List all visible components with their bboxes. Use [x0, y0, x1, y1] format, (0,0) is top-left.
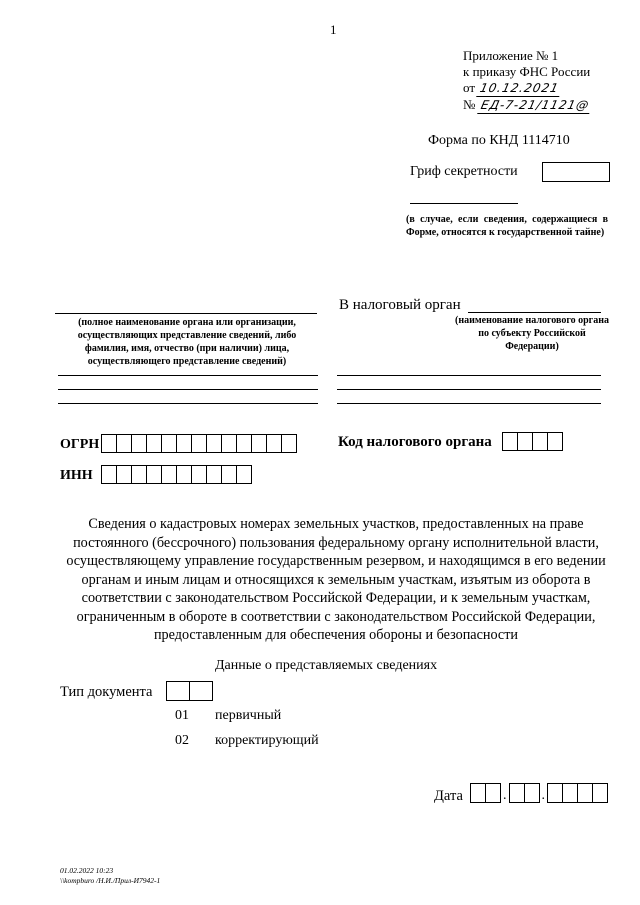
sender-line-3[interactable]	[58, 403, 318, 404]
sender-caption: (полное наименование органа или организации, осуществляющих представление сведений, либо фамилия, имя, отчество (при наличии) лица, осуществляющего представление сведений)	[77, 317, 297, 367]
char-cell[interactable]	[282, 434, 297, 453]
secrecy-note: (в случае, если сведения, содержащиеся в Форме, относятся к государственной тайне)	[406, 214, 608, 238]
char-cell[interactable]	[192, 434, 207, 453]
date-cell[interactable]	[593, 783, 608, 803]
char-cell[interactable]	[132, 434, 147, 453]
ogrn-label: ОГРН	[60, 437, 100, 452]
appendix-block	[463, 48, 633, 114]
date-year-cells[interactable]	[547, 783, 608, 803]
char-cell[interactable]	[503, 432, 518, 451]
char-cell[interactable]	[252, 434, 267, 453]
form-code: Форма по КНД 1114710	[428, 133, 570, 148]
char-cell[interactable]	[533, 432, 548, 451]
secrecy-line	[410, 203, 518, 204]
appendix-title: Приложение № 1	[463, 48, 559, 63]
char-cell[interactable]	[162, 465, 177, 484]
date-cell[interactable]	[525, 783, 540, 803]
appendix-date-value: 10.12.2021	[476, 80, 562, 97]
doc-type-label: Тип документа	[60, 684, 153, 700]
tax-authority-line-1[interactable]	[337, 375, 601, 376]
char-cell[interactable]	[147, 465, 162, 484]
char-cell[interactable]	[207, 465, 222, 484]
appendix-order: к приказу ФНС России	[463, 64, 591, 79]
tax-authority-label: В налоговый орган	[339, 297, 461, 313]
inn-cells[interactable]	[101, 465, 252, 484]
appendix-date-row	[463, 80, 633, 97]
appendix-number-value: ЕД-7-21/1121@	[477, 97, 593, 114]
secrecy-field[interactable]	[542, 162, 610, 182]
footer-timestamp: 01.02.2022 10:23	[60, 866, 114, 875]
date-field[interactable]	[470, 783, 608, 803]
sender-line-1[interactable]	[58, 375, 318, 376]
char-cell[interactable]	[177, 465, 192, 484]
date-cell[interactable]	[578, 783, 593, 803]
char-cell[interactable]	[548, 432, 563, 451]
appendix-number-prefix: №	[463, 97, 476, 112]
date-cell[interactable]	[471, 783, 486, 803]
sender-line-2[interactable]	[58, 389, 318, 390]
sender-name-line[interactable]	[55, 313, 317, 314]
option-label-primary: первичный	[215, 708, 282, 723]
doc-type-cell[interactable]	[167, 681, 190, 701]
data-section-heading: Данные о представляемых сведениях	[215, 658, 438, 673]
char-cell[interactable]	[192, 465, 207, 484]
char-cell[interactable]	[102, 465, 117, 484]
option-code-corrective: 02	[175, 733, 189, 748]
inn-label: ИНН	[60, 468, 93, 483]
tax-authority-line-2[interactable]	[337, 389, 601, 390]
char-cell[interactable]	[237, 465, 252, 484]
char-cell[interactable]	[222, 434, 237, 453]
char-cell[interactable]	[117, 465, 132, 484]
date-cell[interactable]	[563, 783, 578, 803]
char-cell[interactable]	[162, 434, 177, 453]
date-separator: .	[503, 788, 507, 803]
option-code-primary: 01	[175, 708, 189, 723]
footer-stamp	[60, 866, 160, 886]
char-cell[interactable]	[207, 434, 222, 453]
date-label: Дата	[434, 788, 463, 804]
date-day-cells[interactable]	[470, 783, 501, 803]
date-month-cells[interactable]	[509, 783, 540, 803]
char-cell[interactable]	[222, 465, 237, 484]
ogrn-cells[interactable]	[101, 434, 297, 453]
page-number: 1	[330, 22, 337, 37]
char-cell[interactable]	[117, 434, 132, 453]
char-cell[interactable]	[147, 434, 162, 453]
date-cell[interactable]	[548, 783, 563, 803]
secrecy-label: Гриф секретности	[410, 164, 518, 179]
char-cell[interactable]	[267, 434, 282, 453]
tax-code-label: Код налогового органа	[338, 434, 492, 450]
char-cell[interactable]	[177, 434, 192, 453]
date-cell[interactable]	[510, 783, 525, 803]
doc-type-cell[interactable]	[190, 681, 213, 701]
char-cell[interactable]	[518, 432, 533, 451]
document-title: Сведения о кадастровых номерах земельных участков, предоставленных на праве постоянного (бессрочного) пользования федеральному органу исполнительной власти, осуществляющему управление государственным резервом, и находящимся в его ведении органам и иным лицам и относящихся к земельным участкам, изъятым из оборота в соответствии с законодательством Российской Федерации, и к земельным участкам, ограниченным в обороте в соответствии с законодательством Российской Федерации, предоставленным для обеспечения обороны и безопасности	[66, 516, 606, 643]
tax-authority-caption: (наименование налогового органа по субъекту Российской Федерации)	[455, 315, 609, 352]
tax-code-cells[interactable]	[502, 432, 563, 451]
doc-type-cells[interactable]	[166, 681, 213, 701]
date-cell[interactable]	[486, 783, 501, 803]
char-cell[interactable]	[237, 434, 252, 453]
date-separator: .	[541, 788, 545, 803]
char-cell[interactable]	[132, 465, 147, 484]
footer-file-path: \\kompburo /Н.И./Прил-И7942-1	[60, 876, 161, 885]
tax-authority-line[interactable]	[468, 312, 601, 313]
appendix-date-prefix: от	[463, 80, 476, 95]
tax-authority-line-3[interactable]	[337, 403, 601, 404]
char-cell[interactable]	[102, 434, 117, 453]
appendix-number-row	[463, 97, 633, 114]
option-label-corrective: корректирующий	[215, 733, 319, 748]
